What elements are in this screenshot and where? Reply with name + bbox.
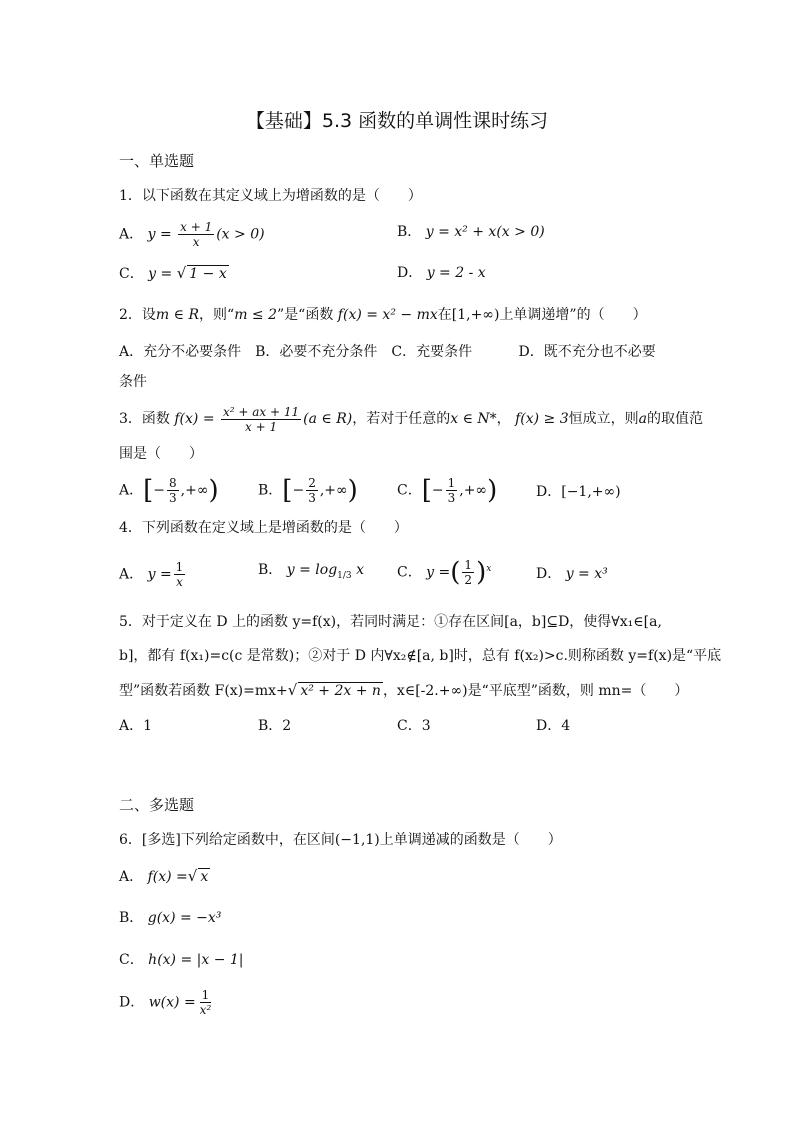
q5-option-d: D．4: [536, 718, 571, 734]
numerator: x² + ax + 11: [223, 404, 300, 419]
question-4-stem: 4．下列函数在定义域上是增函数的是（ ）: [119, 520, 408, 536]
option-label: B．: [397, 224, 422, 240]
stem-text: 3．函数: [119, 411, 170, 427]
fraction: [167, 476, 179, 505]
question-5-line-1: 5．对于定义在 D 上的函数 y=f(x)，若同时满足：①存在区间[a，b]⊆D，使得∀x₁∈[a,: [119, 614, 662, 630]
fraction: [178, 220, 214, 249]
fraction: [174, 560, 186, 589]
formula-text: y = 2 - x: [426, 265, 486, 281]
q3-option-b: [258, 476, 358, 505]
formula-text: −: [153, 482, 166, 499]
denominator: x: [192, 235, 200, 249]
numerator: 1: [464, 558, 473, 572]
formula-text: (−1,1): [334, 832, 380, 848]
bracket: ): [476, 557, 487, 588]
fraction: [446, 476, 458, 505]
option-label: C．: [119, 952, 144, 968]
q4-option-c: [397, 558, 491, 587]
formula-text: y = log: [286, 562, 338, 578]
denominator: 3: [169, 491, 177, 505]
question-2-options-wrap: 条件: [119, 374, 147, 390]
log-base: 1/3: [337, 570, 352, 581]
formula-text: f(x) =: [174, 411, 215, 427]
formula-text: y = x³: [565, 566, 608, 582]
option-label: A．: [119, 869, 144, 885]
option-label: C．: [397, 564, 422, 581]
option-label: D．: [119, 994, 145, 1011]
denominator: 3: [308, 491, 316, 505]
fraction: [198, 988, 214, 1017]
radicand: x² + 2x + n: [300, 683, 381, 699]
section-heading-multi: 二、多选题: [119, 796, 195, 814]
fraction: [462, 558, 474, 587]
question-5-line-2: b]，都有 f(x₁)=c(c 是常数)；②对于 D 内∀x₂∉[a, b]时，总有 f(x₂)>c.则称函数 y=f(x)是“平底: [119, 648, 722, 664]
formula-text: x ∈ N*: [450, 411, 497, 427]
radicand: 1 − x: [189, 266, 227, 282]
q1-option-a: [119, 220, 265, 249]
formula-text: (a ∈ R): [303, 411, 353, 427]
radicand: x: [200, 869, 209, 885]
question-5-line-3: [119, 680, 688, 701]
formula-text: (x > 0): [216, 226, 265, 243]
q4-option-a: [119, 560, 187, 589]
exponent: x: [486, 563, 492, 574]
formula-text: [1,+∞): [451, 307, 500, 323]
stem-text: 2．设: [119, 307, 156, 323]
q6-option-c: [119, 950, 244, 970]
q6-option-d: [119, 988, 215, 1017]
stem-text: 恒成立，则: [568, 411, 639, 427]
option-label: D．: [397, 265, 423, 281]
numerator: 1: [175, 560, 184, 574]
q5-option-a: A．1: [119, 718, 153, 734]
stem-text: 6．[多选]下列给定函数中，在区间: [119, 832, 335, 848]
stem-text: ，x∈[-2.+∞)是“平底型”函数，则 mn=（ ）: [382, 683, 689, 699]
option-label: C．: [119, 266, 144, 282]
bracket: ): [208, 475, 219, 506]
formula-text: ,+∞: [180, 482, 209, 499]
stem-text: 上单调递减的函数是（ ）: [379, 832, 562, 848]
numerator: x + 1: [180, 220, 213, 234]
formula-text: ,+∞: [459, 482, 488, 499]
q3-option-a: [119, 476, 219, 505]
numerator: 2: [308, 476, 316, 490]
denominator: x: [176, 575, 183, 589]
q6-option-b: [119, 908, 221, 928]
formula-text: h(x) = |x − 1|: [148, 952, 244, 968]
bracket: [: [421, 475, 432, 506]
stem-text: 型”函数若函数 F(x)=mx+: [119, 683, 288, 699]
formula-text: f(x) = x² − mx: [337, 307, 438, 323]
denominator: 3: [447, 491, 456, 505]
fraction: [221, 405, 301, 434]
stem-text: ，则“: [199, 307, 235, 323]
option-label: A．: [119, 482, 144, 499]
question-2-options: A．充分不必要条件 B．必要不充分条件 C．充要条件 D．既不充分也不必要: [119, 344, 656, 360]
section-heading-single: 一、单选题: [119, 152, 195, 170]
bracket: ): [347, 475, 358, 506]
radical-sign: √: [287, 681, 298, 699]
denominator: x + 1: [245, 419, 278, 434]
question-3-stem: [119, 402, 703, 436]
question-2-stem: [119, 305, 647, 325]
q1-option-c: [119, 263, 229, 284]
question-1-stem: 1．以下函数在其定义域上为增函数的是（ ）: [119, 188, 422, 204]
option-label: A．: [119, 226, 144, 243]
numerator: 1: [201, 988, 210, 1002]
fraction: [306, 476, 318, 505]
bracket: (: [450, 557, 461, 588]
q5-option-b: B．2: [258, 718, 292, 734]
option-label: C．: [397, 482, 422, 499]
stem-text: ，若对于任意的: [352, 411, 451, 427]
stem-text: 上单调递增”的（ ）: [499, 307, 647, 323]
q3-option-d: [536, 482, 621, 502]
question-6-stem: [119, 830, 562, 850]
q5-option-c: C．3: [397, 718, 431, 734]
formula-text: f(x) ≥ 3: [515, 411, 569, 427]
numerator: 1: [447, 476, 456, 490]
formula-text: y =: [148, 266, 173, 282]
page-title: 【基础】5.3 函数的单调性课时练习: [245, 110, 549, 132]
formula-text: y =: [147, 226, 172, 243]
denominator: x²: [199, 1003, 212, 1017]
formula-text: m ∈ R: [155, 307, 200, 323]
bracket: ): [487, 475, 498, 506]
option-label: B．: [119, 910, 144, 926]
denominator: 2: [464, 573, 473, 587]
option-label: B．: [258, 482, 283, 499]
option-label: B．: [258, 562, 283, 578]
q3-option-c: [397, 476, 497, 505]
formula-text: x: [356, 562, 365, 578]
q1-option-d: [397, 263, 486, 283]
question-3-stem-wrap: 围是（ ）: [119, 446, 203, 462]
formula-text: w(x) =: [148, 994, 196, 1011]
option-label: D．: [536, 566, 562, 582]
numerator: 8: [169, 476, 177, 490]
formula-text: [−1,+∞): [561, 484, 621, 500]
stem-text: 在: [437, 307, 452, 323]
formula-text: y =: [147, 566, 172, 583]
formula-text: −: [292, 482, 305, 499]
q6-option-a: [119, 866, 210, 887]
formula-text: g(x) = −x³: [147, 910, 222, 926]
radical-sign: √: [187, 867, 198, 885]
stem-text: ，: [496, 411, 511, 427]
q1-option-b: [397, 222, 545, 242]
q4-option-d: [536, 564, 608, 584]
bracket: [: [143, 475, 154, 506]
formula-text: m ≤ 2: [234, 307, 278, 323]
formula-text: f(x) =: [147, 869, 188, 885]
bracket: [: [282, 475, 293, 506]
formula-text: a: [638, 411, 648, 427]
formula-text: −: [431, 482, 444, 499]
formula-text: ,+∞: [319, 482, 348, 499]
stem-text: ”是“函数: [277, 307, 334, 323]
formula-text: y =: [426, 564, 451, 581]
formula-text: y = x² + x(x > 0): [425, 224, 545, 240]
option-label: A．: [119, 566, 144, 583]
q4-option-b: [258, 560, 364, 586]
option-label: D．: [536, 484, 562, 500]
stem-text: 的取值范: [647, 411, 704, 427]
radical-sign: √: [176, 264, 187, 282]
